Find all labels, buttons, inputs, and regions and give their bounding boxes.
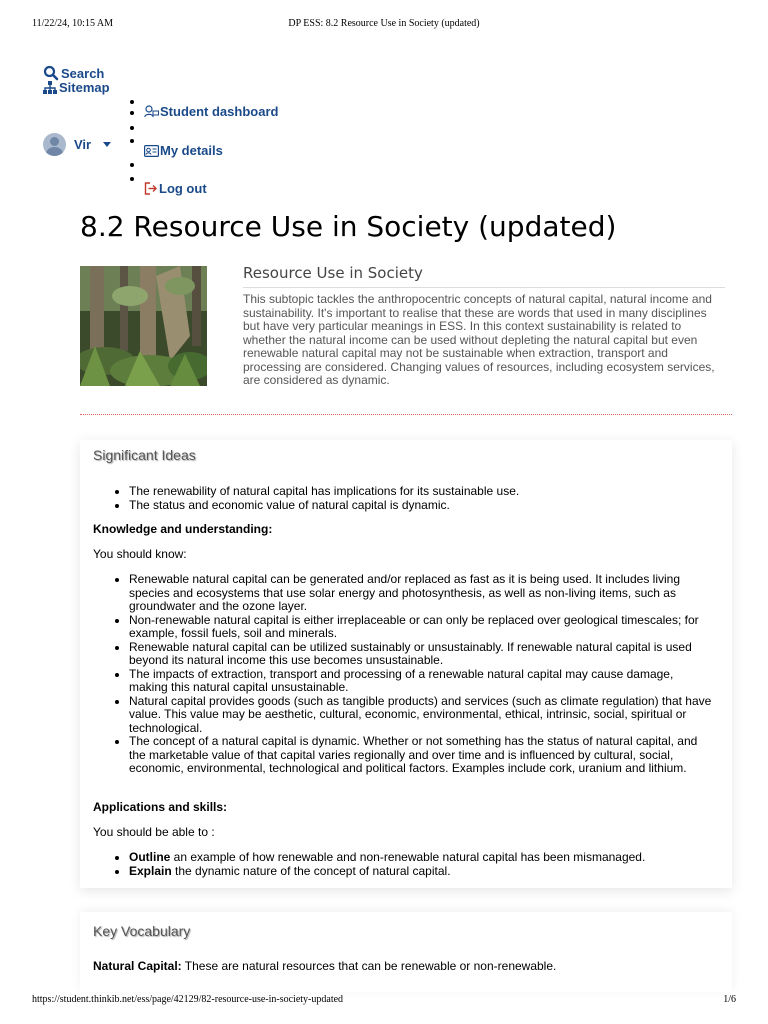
sitemap-icon [43,81,57,94]
print-datetime: 11/22/24, 10:15 AM [32,18,114,29]
forest-thumbnail-image [80,266,207,386]
logout-icon [144,182,158,195]
list-item: • The concept of a natural capital is dynamic. Whether or not something has the status of natural capital, and the marketable value of that capital varies regionally and over time and is influenced by cultural, social, economic, environmental, technological and political factors. Examples include cork, uranium and lithium. [129,735,715,776]
user-name: Vir [74,137,92,152]
print-url: https://student.thinkib.net/ess/page/42129/82-resource-use-in-society-updated [32,994,344,1005]
menu-item-my-details[interactable] [144,143,223,158]
list-item: • Explain the dynamic nature of the concept of natural capital. [129,865,715,879]
list-item: • Renewable natural capital can be utilized sustainably or unsustainably. If renewable natural capital is used beyond its natural income this use becomes unsustainable. [129,641,715,668]
knowledge-lead: You should know: [93,547,187,561]
significant-ideas-list [93,485,715,512]
skills-lead: You should be able to : [93,825,215,839]
search-link[interactable] [43,65,104,81]
sitemap-link[interactable] [43,80,110,95]
list-item: • The status and economic value of natural capital is dynamic. [129,499,715,513]
chevron-down-icon [103,142,111,147]
list-item: • Outline an example of how renewable and non-renewable natural capital has been mismanaged. [129,851,715,865]
list-item: • The impacts of extraction, transport and processing of a renewable natural capital may cause damage, making this natural capital unsustainable. [129,668,715,695]
print-page-number: 1/6 [723,994,736,1005]
id-card-icon [144,145,159,157]
intro-text: This subtopic tackles the anthropocentric concepts of natural capital, natural income and sustainability. It's important to realise that these are words that used in many disciplines but have very particular meanings in ESS. In this context sustainability is related to whether the natural income can be used without depleting the natural capital but even renewable natural capital may not be sustainable when extraction, transport and processing are considered. Changing values of resources, including ecosystem services, are considered as dynamic. [243,292,715,387]
knowledge-heading: Knowledge and understanding: [93,522,273,536]
menu-item-label: Log out [159,181,207,196]
skills-heading: Applications and skills: [93,800,228,814]
list-bullet [130,177,134,181]
user-menu-toggle[interactable] [43,133,111,156]
intro-heading: Resource Use in Society [243,264,725,288]
list-item: • Natural capital provides goods (such as tangible products) and services (such as climate regulation) that have value. This value may be aesthetic, cultural, economic, environmental, ethical, intrinsic, social, spiritual or technological. [129,695,715,736]
list-item: • The renewability of natural capital has implications for its sustainable use. [129,485,715,499]
list-bullet [130,111,134,115]
list-bullet [130,126,134,130]
avatar [43,133,66,156]
list-bullet [130,100,134,104]
menu-item-label: My details [160,143,223,158]
page-title: 8.2 Resource Use in Society (updated) [80,210,617,243]
list-bullet [130,139,134,143]
sitemap-label: Sitemap [59,80,110,95]
print-doc-title: DP ESS: 8.2 Resource Use in Society (updated) [288,18,480,29]
skills-list [93,851,715,878]
list-bullet [130,163,134,167]
menu-item-log-out[interactable] [144,181,207,196]
list-item: • Renewable natural capital can be generated and/or replaced as fast as it is being used. It includes living species and ecosystems that use solar energy and photosynthesis, as well as non-living items, such as groundwater and the ozone layer. [129,573,715,614]
dashboard-icon [144,105,159,118]
key-vocabulary-heading: Key Vocabulary [93,923,191,939]
search-label: Search [61,65,105,81]
significant-ideas-heading: Significant Ideas [93,447,196,463]
search-icon [43,65,59,81]
divider [80,414,732,415]
vocabulary-entry: Natural Capital: These are natural resources that can be renewable or non-renewable. [93,959,557,973]
menu-item-student-dashboard[interactable] [144,104,278,119]
knowledge-list [93,573,715,776]
menu-item-label: Student dashboard [160,104,279,119]
intro-section [243,264,725,388]
list-item: • Non-renewable natural capital is either irreplaceable or can only be replaced over geological timescales; for example, fossil fuels, soil and minerals. [129,614,715,641]
